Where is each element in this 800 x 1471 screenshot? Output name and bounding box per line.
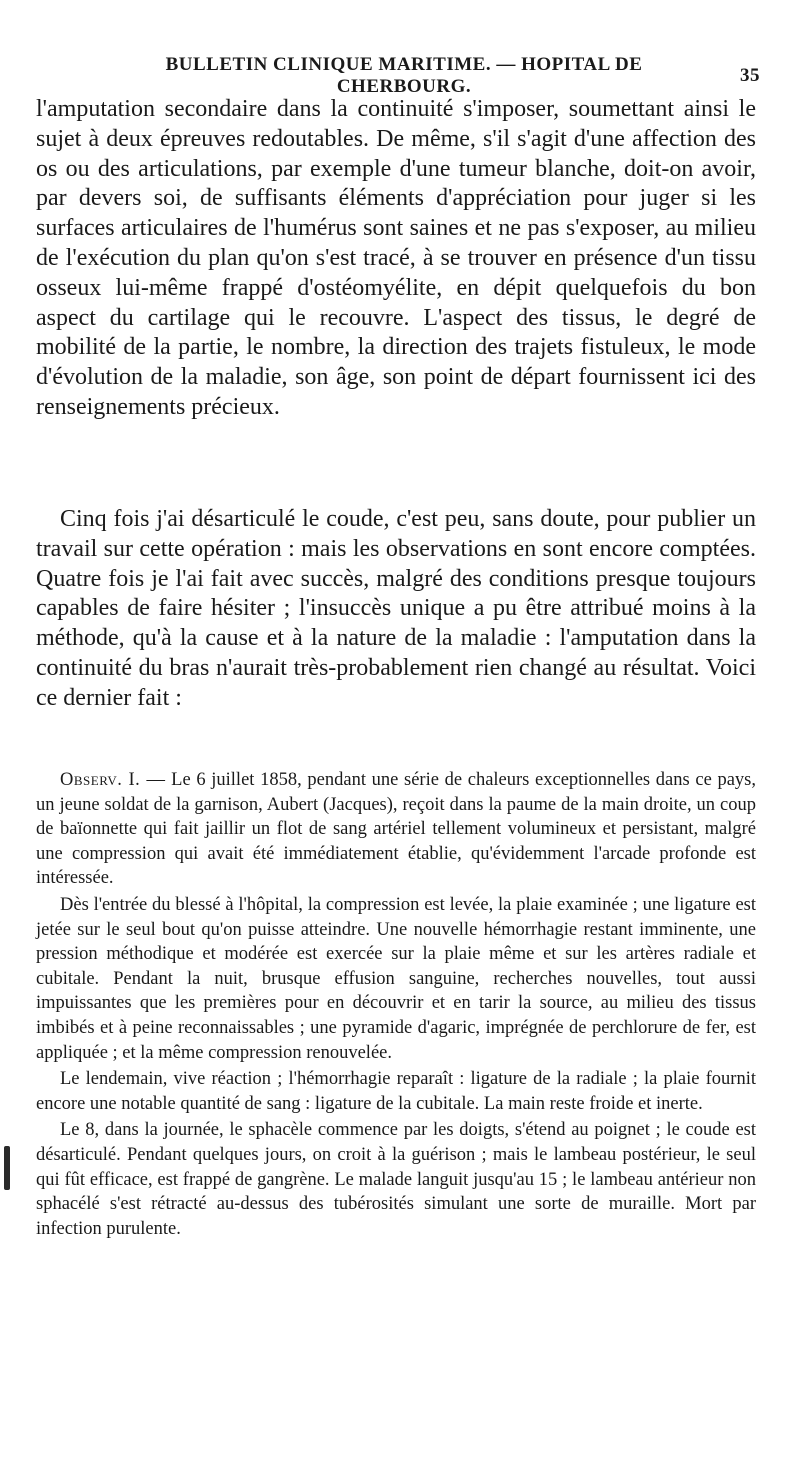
body-paragraph-1: l'amputation secondaire dans la continuité s'imposer, soumettant ainsi le sujet à deux épreuves redoutables. De même, s'il s'agit d'une affection des os ou des articulations, par exemple d'une tumeur blanche, doit-on avoir, par devers soi, de suffisants éléments d'appréciation pour juger si les surfaces articulaires de l'humérus sont saines et ne pas s'exposer, au milieu de l'exécution du plan qu'on s'est tracé, à se trouver en présence d'un tissu osseux lui-même frappé d'ostéomyélite, en dépit quelquefois du bon aspect du cartilage qui le recouvre. L'aspect des tissus, le degré de mobilité de la partie, le nombre, la direction des trajets fistuleux, le mode d'évolution de la maladie, son âge, son point de départ fournissent ici des renseignements précieux.: [36, 96, 756, 420]
page-number: 35: [740, 65, 760, 86]
body-paragraph-2: Cinq fois j'ai désarticulé le coude, c'est peu, sans doute, pour publier un travail sur cette opération : mais les observations en sont encore comptées. Quatre fois je l'ai fait avec succès, malgré des conditions presque toujours capables de faire hésiter ; l'insuccès unique a pu être attribué moins à la méthode, qu'à la cause et à la nature de la maladie : l'amputation dans la continuité du bras n'aurait très-probablement rien changé au résultat. Voici ce dernier fait :: [36, 506, 756, 711]
observation-paragraph-2: Dès l'entrée du blessé à l'hôpital, la compression est levée, la plaie examinée ; une ligature est jetée sur le seul bout qu'on puisse atteindre. Une nouvelle hémorrhagie restant imminente, une pression méthodique et modérée est exercée sur la plaie même et sur les artères radiale et cubitale. Pendant la nuit, brusque effusion sanguine, recherches nouvelles, tout aussi impuissantes que les premières pour en découvrir et en tarir la source, au milieu des tissus imbibés et à peine reconnaissables ; une pyramide d'agaric, imprégnée de perchlorure de fer, est appliquée ; et la même compression renouvelée.: [36, 894, 756, 1063]
margin-mark: [4, 1146, 10, 1190]
body-paragraph-1-block: [36, 95, 756, 423]
observation-paragraph-4: Le 8, dans la journée, le sphacèle commence par les doigts, s'étend au poignet ; le coude est désarticulé. Pendant quelques jours, on croit à la guérison ; mais le lambeau postérieur, le seul qui fût efficace, est frappé de gangrène. Le malade languit jusqu'au 15 ; le lambeau antérieur non sphacélé s'est rétracté au-dessus des tubérosités simulant une sorte de muraille. Mort par infection purulente.: [36, 1120, 756, 1239]
observation-label: Observ. I. —: [60, 770, 166, 790]
body-paragraph-2-block: [36, 505, 756, 714]
observation-text-1: Le 6 juillet 1858, pendant une série de chaleurs exceptionnelles dans ce pays, un jeune soldat de la garnison, Aubert (Jacques), reçoit dans la paume de la main droite, un coup de baïonnette qui fait jaillir un flot de sang artériel tellement volumineux et persistant, malgré une compression qui avait été immédiatement établie, qu'évidemment l'arcade profonde est intéressée.: [36, 770, 756, 889]
running-header: [118, 54, 760, 97]
running-title: BULLETIN CLINIQUE MARITIME. — HOPITAL DE CHERBOURG.: [165, 54, 643, 97]
observation-paragraph-3: Le lendemain, vive réaction ; l'hémorrhagie reparaît : ligature de la radiale ; la plaie fournit encore une notable quantité de sang : ligature de la cubitale. La main reste froide et inerte.: [36, 1069, 756, 1114]
observation-paragraph-1: [36, 768, 756, 891]
observation-block: [36, 768, 756, 1243]
